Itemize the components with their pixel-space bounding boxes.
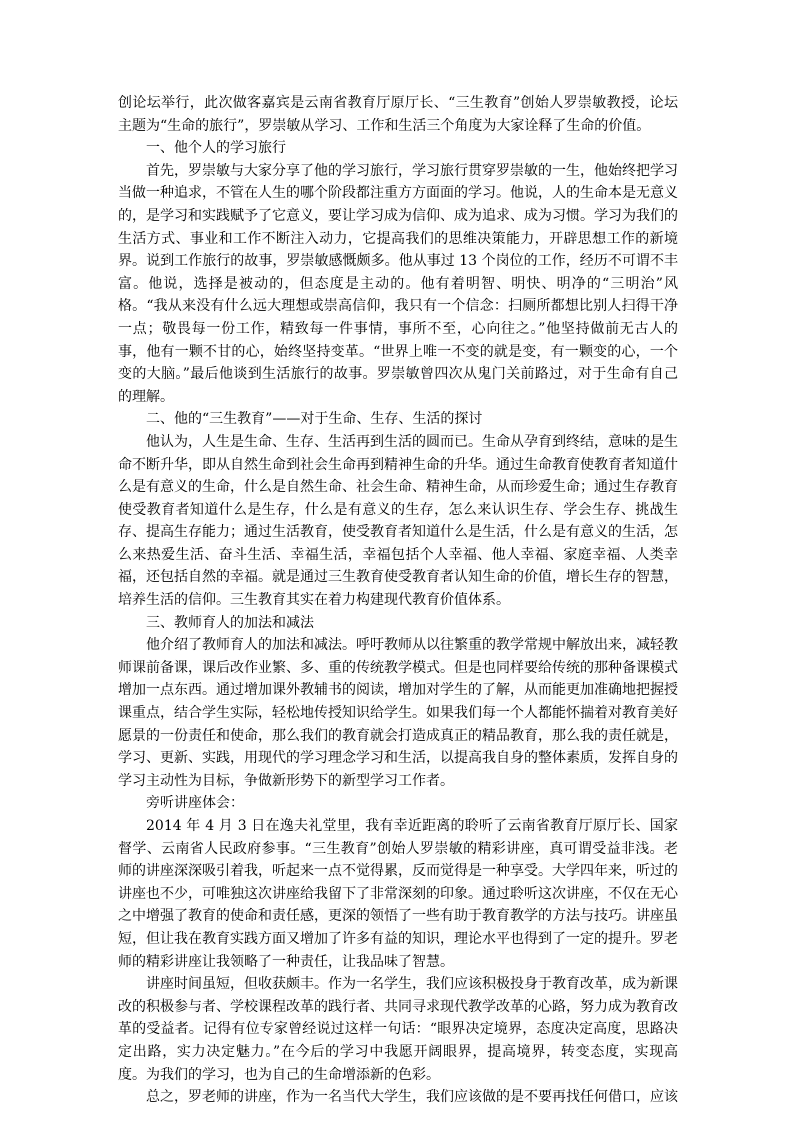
heading-teacher-addition-subtraction: 三、教师育人的加法和减法 <box>146 614 314 631</box>
paragraph-intro: 创论坛举行，此次做客嘉宾是云南省教育厅原厅长、“三生教育”创始人罗崇敏教授，论坛主题为“生命的旅行”，罗崇敏从学习、工作和生活三个角度为大家诠释了生命的价值。 <box>118 95 678 134</box>
paragraph-teacher-addition-subtraction: 他介绍了教师育人的加法和减法。呼吁教师从以往繁重的教学常规中解放出来，减轻教师课前备课，课后改作业繁、多、重的传统教学模式。但是也同样要给传统的那种备课模式增加一点东西。通过增加课外教辅书的阅读，增加对学生的了解，从而能更加准确地把握授课重点，结合学生实际，轻松地传授知识给学生。如果我们每一个人都能怀揣着对教育美好愿景的一份责任和使命，那么我们的教育就会打造成真正的精品教育，那么我的责任就是，学习、更新、实践，用现代的学习理念学习和生活，以提高我自身的整体素质，发挥自身的学习主动性为目标，争做新形势下的新型学习工作者。 <box>118 637 678 789</box>
heading-learning-journey: 一、他个人的学习旅行 <box>146 140 286 157</box>
heading-lecture-reflection: 旁听讲座体会： <box>146 795 244 812</box>
heading-three-life-education: 二、他的“三生教育”——对于生命、生存、生活的探讨 <box>146 411 483 428</box>
document-page <box>118 92 678 1109</box>
paragraph-conclusion: 总之，罗老师的讲座，作为一名当代大学生，我们应该做的是不要再找任何借口，应该 <box>146 1089 678 1106</box>
paragraph-learning-journey: 首先，罗崇敏与大家分享了他的学习旅行，学习旅行贯穿罗崇敏的一生，他始终把学习当做一种追求，不管在人生的哪个阶段都注重方方面面的学习。他说，人的生命本是无意义的，是学习和实践赋予了它意义，要让学习成为信仰、成为追求、成为习惯。学习为我们的生活方式、事业和工作不断注入动力，它提高我们的思维决策能力，开辟思想工作的新境界。说到工作旅行的故事，罗崇敏感慨颇多。他从事过 13 个岗位的工作，经历不可谓不丰富。他说，选择是被动的，但态度是主动的。他有着明智、明快、明净的“三明治”风格。“我从来没有什么远大理想或崇高信仰，我只有一个信念：扫厕所都想比别人扫得干净一点；敬畏每一份工作，精致每一件事情，事所不至，心向往之。”他坚持做前无古人的事，他有一颗不甘的心，始终坚持变革。“世界上唯一不变的就是变，有一颗变的心，一个变的大脑。”最后他谈到生活旅行的故事。罗崇敏曾四次从鬼门关前路过，对于生命有自己的理解。 <box>118 162 678 405</box>
paragraph-three-life-education: 他认为，人生是生命、生存、生活再到生活的圆而已。生命从孕育到终结，意味的是生命不断升华，即从自然生命到社会生命再到精神生命的升华。通过生命教育使教育者知道什么是有意义的生命，什么是自然生命、社会生命、精神生命，从而珍爱生命；通过生存教育使受教育者知道什么是生存，什么是有意义的生存，怎么来认识生存、学会生存、挑战生存、提高生存能力；通过生活教育，使受教育者知道什么是生活，什么是有意义的生活，怎么来热爱生活、奋斗生活、幸福生活，幸福包括个人幸福、他人幸福、家庭幸福、人类幸福，还包括自然的幸福。就是通过三生教育使受教育者认知生命的价值，增长生存的智慧，培养生活的信仰。三生教育其实在着力构建现代教育价值体系。 <box>118 433 678 609</box>
paragraph-lecture-reflection: 2014 年 4 月 3 日在逸夫礼堂里，我有幸近距离的聆听了云南省教育厅原厅长、国家督学、云南省人民政府参事。“三生教育”创始人罗崇敏的精彩讲座，真可谓受益非浅。老师的讲座深深吸引着我，听起来一点不觉得累，反而觉得是一种享受。大学四年来，听过的讲座也不少，可唯独这次讲座给我留下了非常深刻的印象。通过聆听这次讲座，不仅在无心之中增强了教育的使命和责任感，更深的领悟了一些有助于教育教学的方法与技巧。讲座虽短，但让我在教育实践方面又增加了许多有益的知识，理论水平也得到了一定的提升。罗老师的精彩讲座让我领略了一种责任，让我品味了智慧。 <box>118 818 678 970</box>
paragraph-lecture-gains: 讲座时间虽短，但收获颇丰。作为一名学生，我们应该积极投身于教育改革，成为新课改的积极参与者、学校课程改革的践行者、共同寻求现代教学改革的心路，努力成为教育改革的受益者。记得有位专家曾经说过这样一句话：“眼界决定境界，态度决定高度，思路决定出路，实力决定魅力。”在今后的学习中我愿开阔眼界，提高境界，转变态度，实现高度。为我们的学习，也为自己的生命增添新的色彩。 <box>118 976 678 1083</box>
